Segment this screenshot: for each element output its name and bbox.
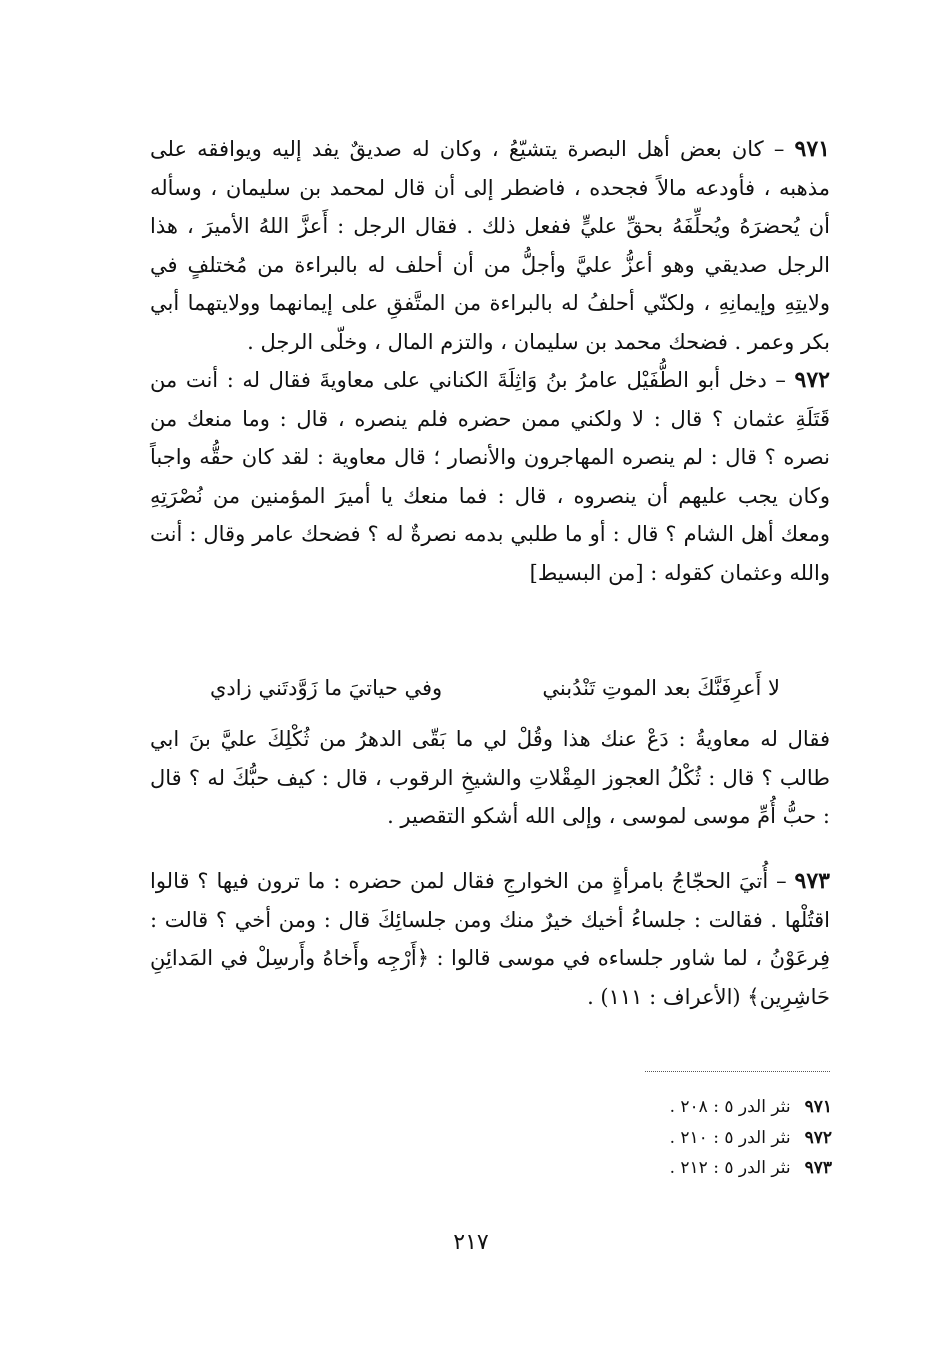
entry-973	[150, 862, 830, 1016]
poetry-verse	[210, 668, 780, 708]
entry-number: ٩٧٣	[794, 868, 830, 894]
verse-first-half: لا أَعرِفَنَّكَ بعد الموتِ تَنْدُبني	[542, 676, 780, 700]
entry-972-continuation: فقال له معاويةُ : دَعْ عنك هذا وقُلْ لي ما بَقّى الدهرُ من ثُكْلِكَ عليَّ بنَ ابي طالب ؟ قال : ثُكْلُ العجوز المِقْلاتِ والشيخِ الرقوب ، قال : كيف حبُّكَ له ؟ قال : حبُّ أُمِّ موسى لموسى ، وإلى الله أشكو التقصير .	[150, 727, 830, 828]
footnote-973	[620, 1153, 832, 1184]
entry-text: – كان بعض أهل البصرة يتشيّعُ ، وكان له صديقٌ يفد إليه ويوافقه على مذهبه ، فأودعه مالاً فجحده ، فاضطر إلى أن قال لمحمد بن سليمان ، وسأله أن يُحضرَهُ ويُحلِّفَهُ بحقِّ عليٍّ ففعل ذلك . فقال الرجل : أَعزَّ اللهُ الأميرَ ، هذا الرجل صديقي وهو أعزُّ عليَّ وأجلُّ من أن أحلف له بالبراءة من مُختلفٍ في ولايتِهِ وإيمانِهِ ، ولكنّي أحلفُ له بالبراءة من المتَّفقِ على إيمانهما وولايتهما أبي بكر وعمر . فضحك محمد بن سليمان ، والتزم المال ، وخلّى الرجل .	[150, 137, 830, 354]
footnote-text: نثر الدر ٥ : ٢٠٨ .	[669, 1097, 791, 1117]
footnote-number: ٩٧١	[804, 1097, 832, 1117]
entry-971	[150, 130, 830, 361]
footnote-971	[620, 1092, 832, 1123]
entry-number: ٩٧٢	[794, 367, 830, 393]
verse-second-half: وفي حياتيَ ما زَوَّدتَني زادي	[210, 676, 443, 700]
footnote-number: ٩٧٣	[804, 1158, 832, 1178]
page-number: ٢١٧	[453, 1230, 489, 1255]
entry-text: – أُتيَ الحجّاجُ بامرأةٍ من الخوارجِ فقال لمن حضره : ما ترون فيها ؟ قالوا اقتُلْها . فقالت : جلساءُ أخيك خيرٌ منك ومن جلسائِكَ قال : ومن أخي ؟ قالت : فِرعَوْنُ ، لما شاور جلساءه في موسى قالوا : ﴿أَرْجِه وأَخاهُ وأَرسِلْ في المَدائِنِ حَاشِرِين﴾ (الأعراف : ١١١) .	[150, 869, 830, 1009]
entry-number: ٩٧١	[794, 136, 830, 162]
entry-text: – دخل أبو الطُّفَيْل عامرُ بنُ وَاثِلَةَ الكناني على معاويةَ فقال له : أنت من قَتَلَةِ عثمان ؟ قال : لا ولكني ممن حضره فلم ينصره ، قال : وما منعك من نصره ؟ قال : لم ينصره المهاجرون والأنصار ؛ قال معاوية : لقد كان حقُّه واجباً وكان يجب عليهم أن ينصروه ، قال : فما منعك يا أميرَ المؤمنين من نُصْرَتِهِ ومعك أهل الشام ؟ قال : أو ما طلبي بدمه نصرةٌ له ؟ فضحك عامر وقال : أنت والله وعثمان كقوله : [من البسيط]	[150, 368, 830, 585]
footnotes	[620, 1092, 832, 1184]
footnote-number: ٩٧٢	[804, 1127, 832, 1148]
main-text	[150, 130, 830, 592]
footnote-divider	[645, 1071, 830, 1072]
footnote-text: نثر الدر ٥ : ٢١٠ .	[669, 1127, 791, 1148]
entry-972	[150, 361, 830, 592]
footnote-972	[620, 1123, 832, 1154]
footnote-text: نثر الدر ٥ : ٢١٢ .	[669, 1158, 791, 1178]
